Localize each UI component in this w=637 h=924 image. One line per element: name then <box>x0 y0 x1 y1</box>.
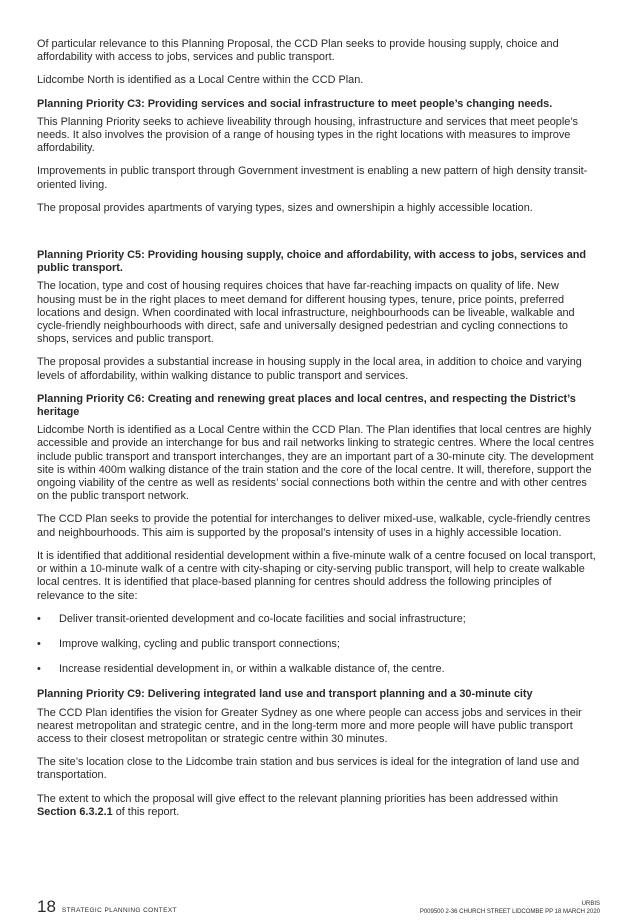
page-number: 18 <box>37 897 56 916</box>
paragraph: It is identified that additional residential development within a five-minute walk of a centre focused on local transport, or within a 10-minute walk of a centre with city-shaping or city-serving public transport, will help to create walkable local centres. It is identified that place-based planning for centres should address the following principles of relevance to the site: <box>37 549 596 602</box>
section-heading-c6: Planning Priority C6: Creating and renewing great places and local centres, and respecting the District’s heritage <box>37 392 576 419</box>
paragraph: Improvements in public transport through Government investment is enabling a new pattern of high density transit-oriented living. <box>37 165 588 191</box>
list-item <box>37 663 599 676</box>
paragraph: The location, type and cost of housing requires choices that have far-reaching impacts on quality of life. New housing must be in the right places to meet demand for different housing types, tenure, price points, preferred locations and design. When coordinated with local infrastructure, neighbourhoods can be liveable, walkable and cycle-friendly neighbourhoods with direct, safe and universally designed pedestrian and cycling connections to shops, services and public transport. <box>37 280 575 346</box>
footer-left <box>37 897 177 917</box>
paragraph: The CCD Plan identifies the vision for Greater Sydney as one where people can access jobs and services in their nearest metropolitan and strategic centre, and in the long-term more and more people will have public transport access to their closest metropolitan or strategic centre within 30 minutes. <box>37 706 582 745</box>
section-reference: Section 6.3.2.1 <box>37 805 113 818</box>
section-heading-c5: Planning Priority C5: Providing housing supply, choice and affordability, with access to jobs, services and public transport. <box>37 249 587 275</box>
section-name: STRATEGIC PLANNING CONTEXT <box>61 907 177 914</box>
paragraph: Of particular relevance to this Planning Proposal, the CCD Plan seeks to provide housing supply, choice and affordability with access to jobs, services and public transport. <box>37 38 559 64</box>
bullet-icon: • <box>37 612 41 625</box>
section-heading-c3: Planning Priority C3: Providing services and social infrastructure to meet people’s changing needs. <box>37 97 553 110</box>
document-body <box>37 38 599 829</box>
list-item-text: Improve walking, cycling and public transport connections; <box>59 637 340 650</box>
text-run: The extent to which the proposal will give effect to the relevant planning priorities has been addressed within <box>37 792 559 805</box>
list-item-text: Deliver transit-oriented development and co-locate facilities and social infrastructure; <box>59 612 466 625</box>
paragraph: The proposal provides a substantial increase in housing supply in the local area, in addition to choice and varying levels of affordability, within walking distance to public transport and services. <box>37 356 582 382</box>
text-run: of this report. <box>112 805 180 818</box>
paragraph: This Planning Priority seeks to achieve liveability through housing, infrastructure and services that meet people’s needs. It also involves the provision of a range of housing types in the right locations with measures to improve affordability. <box>37 115 578 155</box>
list-item <box>37 613 599 626</box>
list-item <box>37 638 599 651</box>
paragraph: The proposal provides apartments of varying types, sizes and ownershipin a highly accessible location. <box>37 201 533 214</box>
list-item-text: Increase residential development in, or within a walkable distance of, the centre. <box>59 663 445 676</box>
paragraph: The CCD Plan seeks to provide the potential for interchanges to deliver mixed-use, walkable, cycle-friendly centres and neighbourhoods. This aim is supported by the proposal’s intensity of uses in a highly accessible location. <box>37 513 591 539</box>
spacer <box>37 225 599 249</box>
bullet-icon: • <box>37 663 41 676</box>
bullet-icon: • <box>37 637 41 650</box>
brand-name: URBIS <box>581 901 600 907</box>
paragraph: Lidcombe North is identified as a Local Centre within the CCD Plan. The Plan identifies that local centres are highly accessible and provide an interchange for bus and rail networks linking to strategic centres. Where the local centres include public transport and transport interchanges, they are an important part of a 30-minute city. The development site is within 400m walking distance of the train station and the core of the local centre. It will, therefore, support the ongoing viability of the centre as well as residents’ social connections both within the centre and with other centres on the public transport network. <box>37 424 594 503</box>
footer-right <box>420 900 600 916</box>
principles-list <box>37 613 599 677</box>
paragraph: The site’s location close to the Lidcombe train station and bus services is ideal for the integration of land use and transportation. <box>37 756 580 782</box>
document-reference: P009500 2-36 CHURCH STREET LIDCOMBE PP 18 MARCH 2020 <box>419 909 600 915</box>
paragraph: Lidcombe North is identified as a Local Centre within the CCD Plan. <box>37 74 364 87</box>
paragraph <box>37 793 599 819</box>
section-heading-c9: Planning Priority C9: Delivering integrated land use and transport planning and a 30-minute city <box>37 688 533 701</box>
